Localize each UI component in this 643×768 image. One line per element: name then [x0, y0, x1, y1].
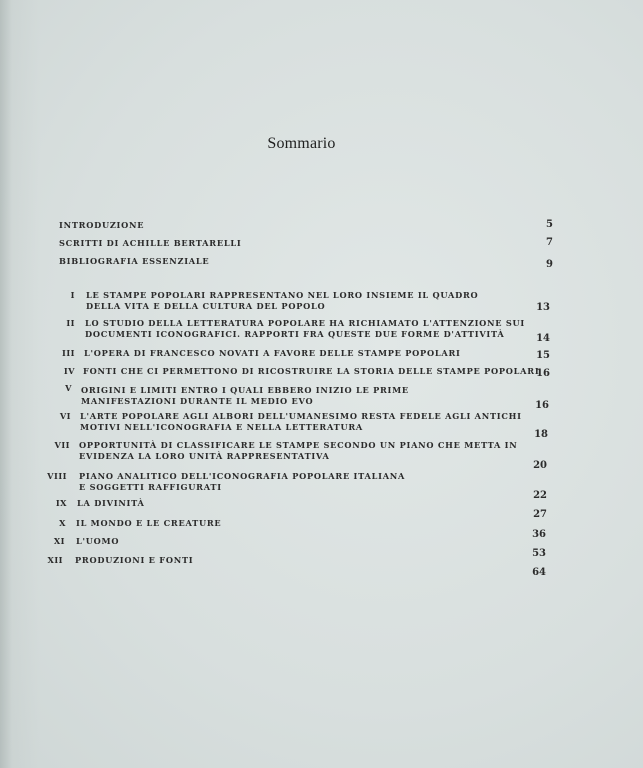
- chapter-title-line: IL MONDO E LE CREATURE: [76, 518, 222, 528]
- toc-page-number: 15: [536, 350, 550, 361]
- chapter-numeral: IX: [55, 498, 67, 508]
- toc-page-number: 9: [546, 259, 553, 270]
- chapter-title-line: FONTI CHE CI PERMETTONO DI RICOSTRUIRE LA STORIA DELLE STAMPE POPOLARI: [83, 366, 540, 376]
- chapter-title-line: EVIDENZA LA LORO UNITÀ RAPPRESENTATIVA: [79, 451, 330, 461]
- toc-page-number: 7: [546, 237, 553, 248]
- toc-page-number: 16: [535, 400, 549, 411]
- chapter-title-line: DOCUMENTI ICONOGRAFICI. RAPPORTI FRA QUESTE DUE FORME D'ATTIVITÀ: [85, 329, 505, 339]
- toc-page-number: 22: [533, 490, 547, 501]
- chapter-title-line: L'OPERA DI FRANCESCO NOVATI A FAVORE DELLE STAMPE POPOLARI: [84, 348, 461, 358]
- toc-page-number: 14: [536, 333, 550, 344]
- chapter-title-line: LA DIVINITÀ: [77, 498, 145, 508]
- toc-page-number: 16: [536, 368, 550, 379]
- chapter-numeral: VII: [54, 440, 70, 450]
- chapter-title-line: LE STAMPE POPOLARI RAPPRESENTANO NEL LORO INSIEME IL QUADRO: [86, 290, 479, 300]
- chapter-numeral: X: [59, 518, 66, 528]
- toc-page-number: 53: [532, 548, 546, 559]
- chapter-title-line: L'UOMO: [76, 536, 120, 546]
- page-title: Sommario: [267, 135, 336, 152]
- chapter-title-line: OPPORTUNITÀ DI CLASSIFICARE LE STAMPE SECONDO UN PIANO CHE METTA IN: [79, 440, 518, 450]
- chapter-title-line: LO STUDIO DELLA LETTERATURA POPOLARE HA RICHIAMATO L'ATTENZIONE SUI: [85, 318, 525, 328]
- chapter-numeral: XI: [53, 536, 65, 546]
- chapter-numeral: II: [66, 318, 75, 328]
- toc-page-number: 20: [533, 460, 547, 471]
- toc-page-number: 64: [532, 567, 546, 578]
- toc-page-number: 27: [533, 509, 547, 520]
- chapter-numeral: VIII: [47, 471, 67, 481]
- toc-entry-bibliografia: BIBLIOGRAFIA ESSENZIALE: [59, 256, 210, 266]
- chapter-title-line: ORIGINI E LIMITI ENTRO I QUALI EBBERO INIZIO LE PRIME: [81, 385, 409, 395]
- toc-entry-scritti: SCRITTI DI ACHILLE BERTARELLI: [59, 238, 242, 248]
- chapter-title-line: PRODUZIONI E FONTI: [75, 555, 194, 565]
- toc-entry-introduzione: INTRODUZIONE: [59, 220, 145, 230]
- toc-page-number: 13: [536, 302, 550, 313]
- chapter-numeral: VI: [59, 411, 71, 421]
- chapter-numeral: I: [70, 290, 75, 300]
- chapter-numeral: XII: [47, 555, 63, 565]
- chapter-numeral: IV: [63, 366, 75, 376]
- chapter-title-line: DELLA VITA E DELLA CULTURA DEL POPOLO: [86, 301, 326, 311]
- chapter-title-line: E SOGGETTI RAFFIGURATI: [79, 482, 222, 492]
- chapter-numeral: III: [62, 348, 75, 358]
- toc-page-number: 18: [534, 429, 548, 440]
- chapter-title-line: L'ARTE POPOLARE AGLI ALBORI DELL'UMANESIMO RESTA FEDELE AGLI ANTICHI: [80, 411, 522, 421]
- chapter-title-line: PIANO ANALITICO DELL'ICONOGRAFIA POPOLARE ITALIANA: [79, 471, 406, 481]
- toc-page-number: 5: [546, 219, 553, 230]
- toc-page-number: 36: [532, 529, 546, 540]
- chapter-title-line: MOTIVI NELL'ICONOGRAFIA E NELLA LETTERATURA: [80, 422, 363, 432]
- chapter-title-line: MANIFESTAZIONI DURANTE IL MEDIO EVO: [81, 396, 314, 406]
- chapter-numeral: V: [65, 383, 72, 393]
